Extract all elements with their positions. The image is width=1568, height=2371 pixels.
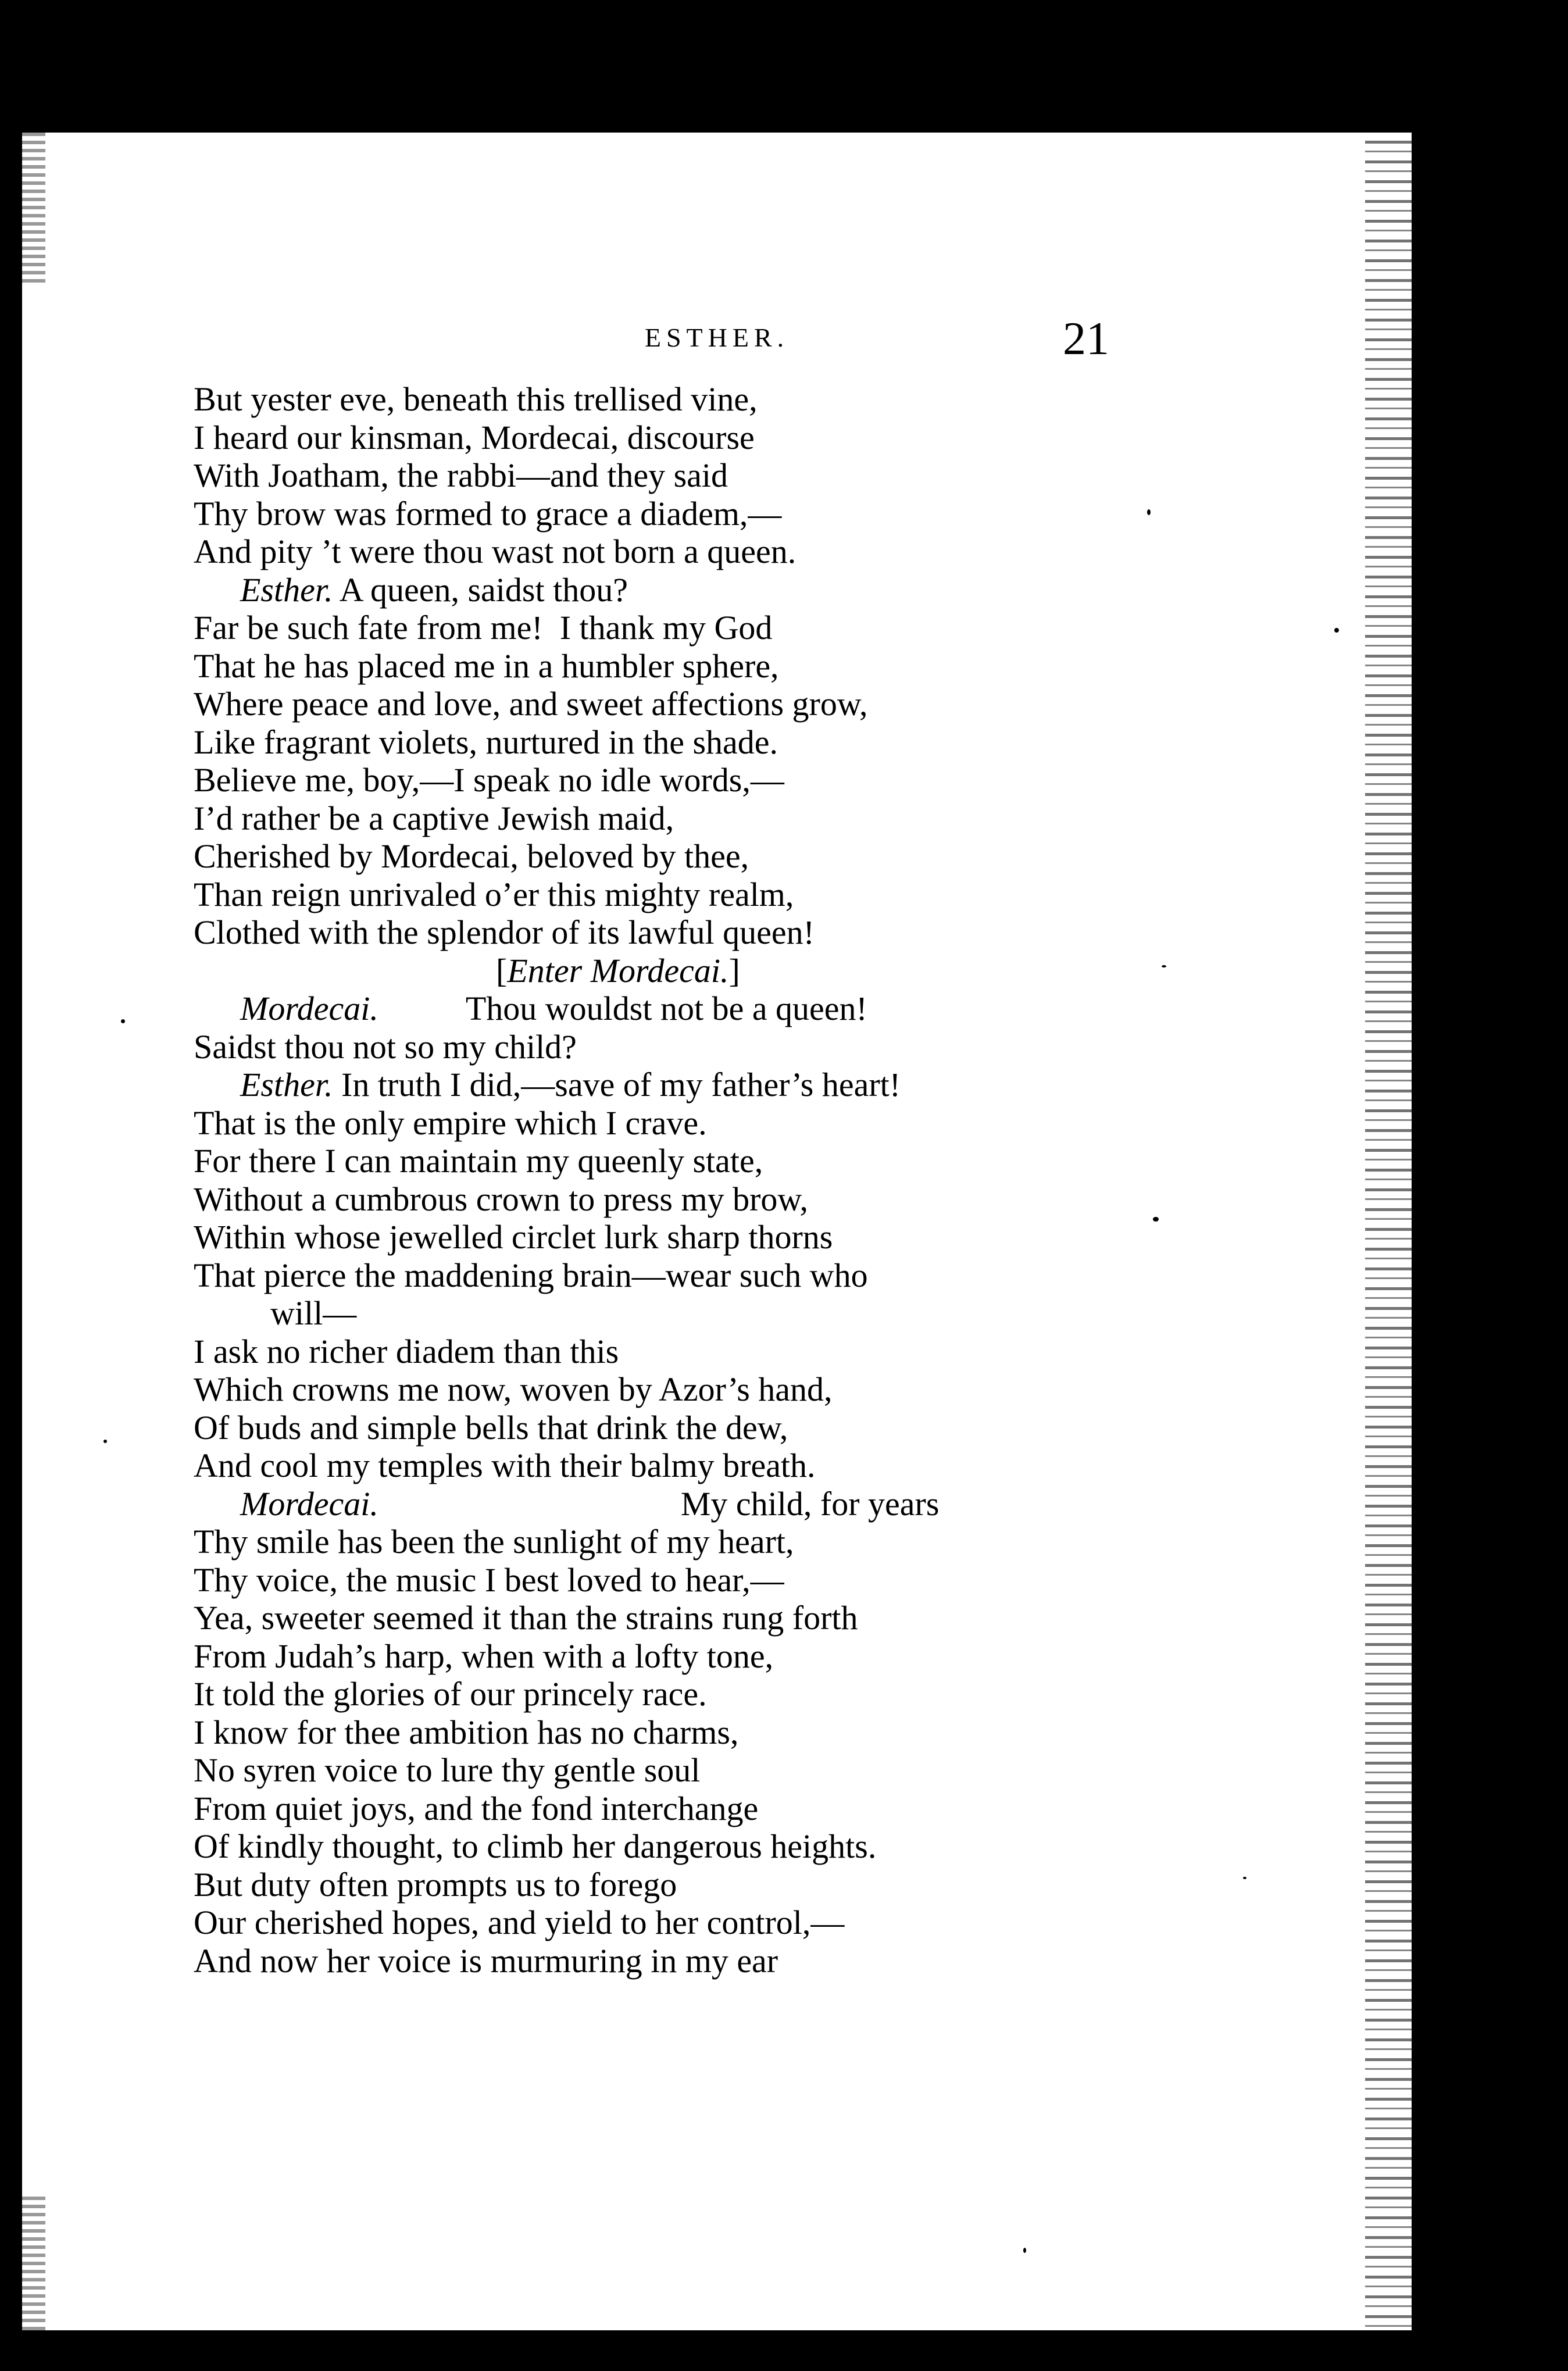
verse-line: Like fragrant violets, nurtured in the shade. <box>194 723 778 761</box>
verse-line: Which crowns me now, woven by Azor’s hand, <box>194 1370 833 1408</box>
verse-line: Without a cumbrous crown to press my brow, <box>194 1180 809 1218</box>
verse-line: That pierce the maddening brain—wear such who <box>194 1256 868 1294</box>
verse-line: I ask no richer diadem than this <box>194 1332 619 1370</box>
verse-line: That is the only empire which I crave. <box>194 1104 707 1142</box>
verse-line: That he has placed me in a humbler sphere, <box>194 647 779 685</box>
verse-line: Saidst thou not so my child? <box>194 1027 577 1066</box>
speaker-name: Esther. <box>240 570 333 609</box>
page-number: 21 <box>1063 313 1109 365</box>
verse-line: Far be such fate from me! I thank my God <box>194 609 773 647</box>
verse-line: With Joatham, the rabbi—and they said <box>194 456 728 494</box>
running-header: ESTHER. <box>644 323 790 352</box>
verse-line: From quiet joys, and the fond interchange <box>194 1789 759 1827</box>
verse-text: In truth I did,—save of my father’s heart! <box>333 1066 901 1104</box>
book-page <box>22 133 1412 2330</box>
verse-line: Of buds and simple bells that drink the dew, <box>194 1408 788 1447</box>
verse-line: I’d rather be a captive Jewish maid, <box>194 799 674 837</box>
stage-direction <box>194 952 1298 990</box>
verse-line: Cherished by Mordecai, beloved by thee, <box>194 837 749 875</box>
speaker-name: Mordecai. <box>240 990 378 1027</box>
verse-line: I know for thee ambition has no charms, <box>194 1713 739 1751</box>
ink-speck <box>1334 628 1339 633</box>
poem-text <box>194 380 1298 1980</box>
ink-speck <box>1243 1877 1246 1879</box>
verse-line: Our cherished hopes, and yield to her control,— <box>194 1904 845 1941</box>
verse-line: I heard our kinsman, Mordecai, discourse <box>194 418 755 456</box>
verse-line: Clothed with the splendor of its lawful queen! <box>194 913 815 951</box>
verse-line: But yester eve, beneath this trellised vine, <box>194 380 758 418</box>
ink-speck <box>103 1440 107 1443</box>
verse-text: A queen, saidst thou? <box>333 570 628 609</box>
ink-speck <box>121 1019 125 1023</box>
verse-line: No syren voice to lure thy gentle soul <box>194 1751 701 1789</box>
dialogue-line <box>194 1485 1298 1523</box>
verse-line: For there I can maintain my queenly state, <box>194 1142 763 1180</box>
verse-line: Than reign unrivaled o’er this mighty realm, <box>194 875 794 913</box>
speaker-name: Mordecai. <box>240 1484 378 1523</box>
stage-direction-text: Enter Mordecai. <box>507 951 729 990</box>
verse-line: Of kindly thought, to climb her dangerous heights. <box>194 1827 877 1865</box>
verse-line: And cool my temples with their balmy breath. <box>194 1447 816 1484</box>
verse-line: Thy voice, the music I best loved to hear,— <box>194 1561 784 1599</box>
verse-line: Where peace and love, and sweet affections grow, <box>194 685 868 723</box>
bracket-close: ] <box>728 951 740 990</box>
verse-line: From Judah’s harp, when with a lofty tone, <box>194 1637 774 1675</box>
ink-speck <box>1023 2248 1026 2253</box>
verse-line: Thy smile has been the sunlight of my heart, <box>194 1523 794 1561</box>
verse-line: And pity ’t were thou wast not born a queen. <box>194 533 796 570</box>
verse-line: Within whose jewelled circlet lurk sharp thorns <box>194 1218 833 1256</box>
verse-text: My child, for years <box>680 1484 940 1523</box>
ink-speck <box>1162 965 1166 967</box>
speaker-name: Esther. <box>240 1066 333 1104</box>
verse-line: will— <box>270 1294 357 1332</box>
verse-line: And now her voice is murmuring in my ear <box>194 1941 778 1980</box>
ink-speck <box>1153 1217 1159 1222</box>
verse-line: Thy brow was formed to grace a diadem,— <box>194 494 782 533</box>
dialogue-line <box>194 571 1298 609</box>
scan-edge-artifact <box>22 133 45 284</box>
verse-line: But duty often prompts us to forego <box>194 1865 677 1904</box>
verse-line: It told the glories of our princely race. <box>194 1675 707 1713</box>
verse-line: Yea, sweeter seemed it than the strains rung forth <box>194 1599 858 1637</box>
scan-edge-artifact <box>1365 133 1412 2330</box>
ink-speck <box>1147 509 1151 515</box>
verse-line: Believe me, boy,—I speak no idle words,— <box>194 761 784 799</box>
scan-edge-artifact <box>22 2197 45 2330</box>
verse-text: Thou wouldst not be a queen! <box>465 990 867 1027</box>
dialogue-line <box>194 990 1298 1028</box>
dialogue-line <box>194 1066 1298 1104</box>
bracket-open: [ <box>496 951 508 990</box>
